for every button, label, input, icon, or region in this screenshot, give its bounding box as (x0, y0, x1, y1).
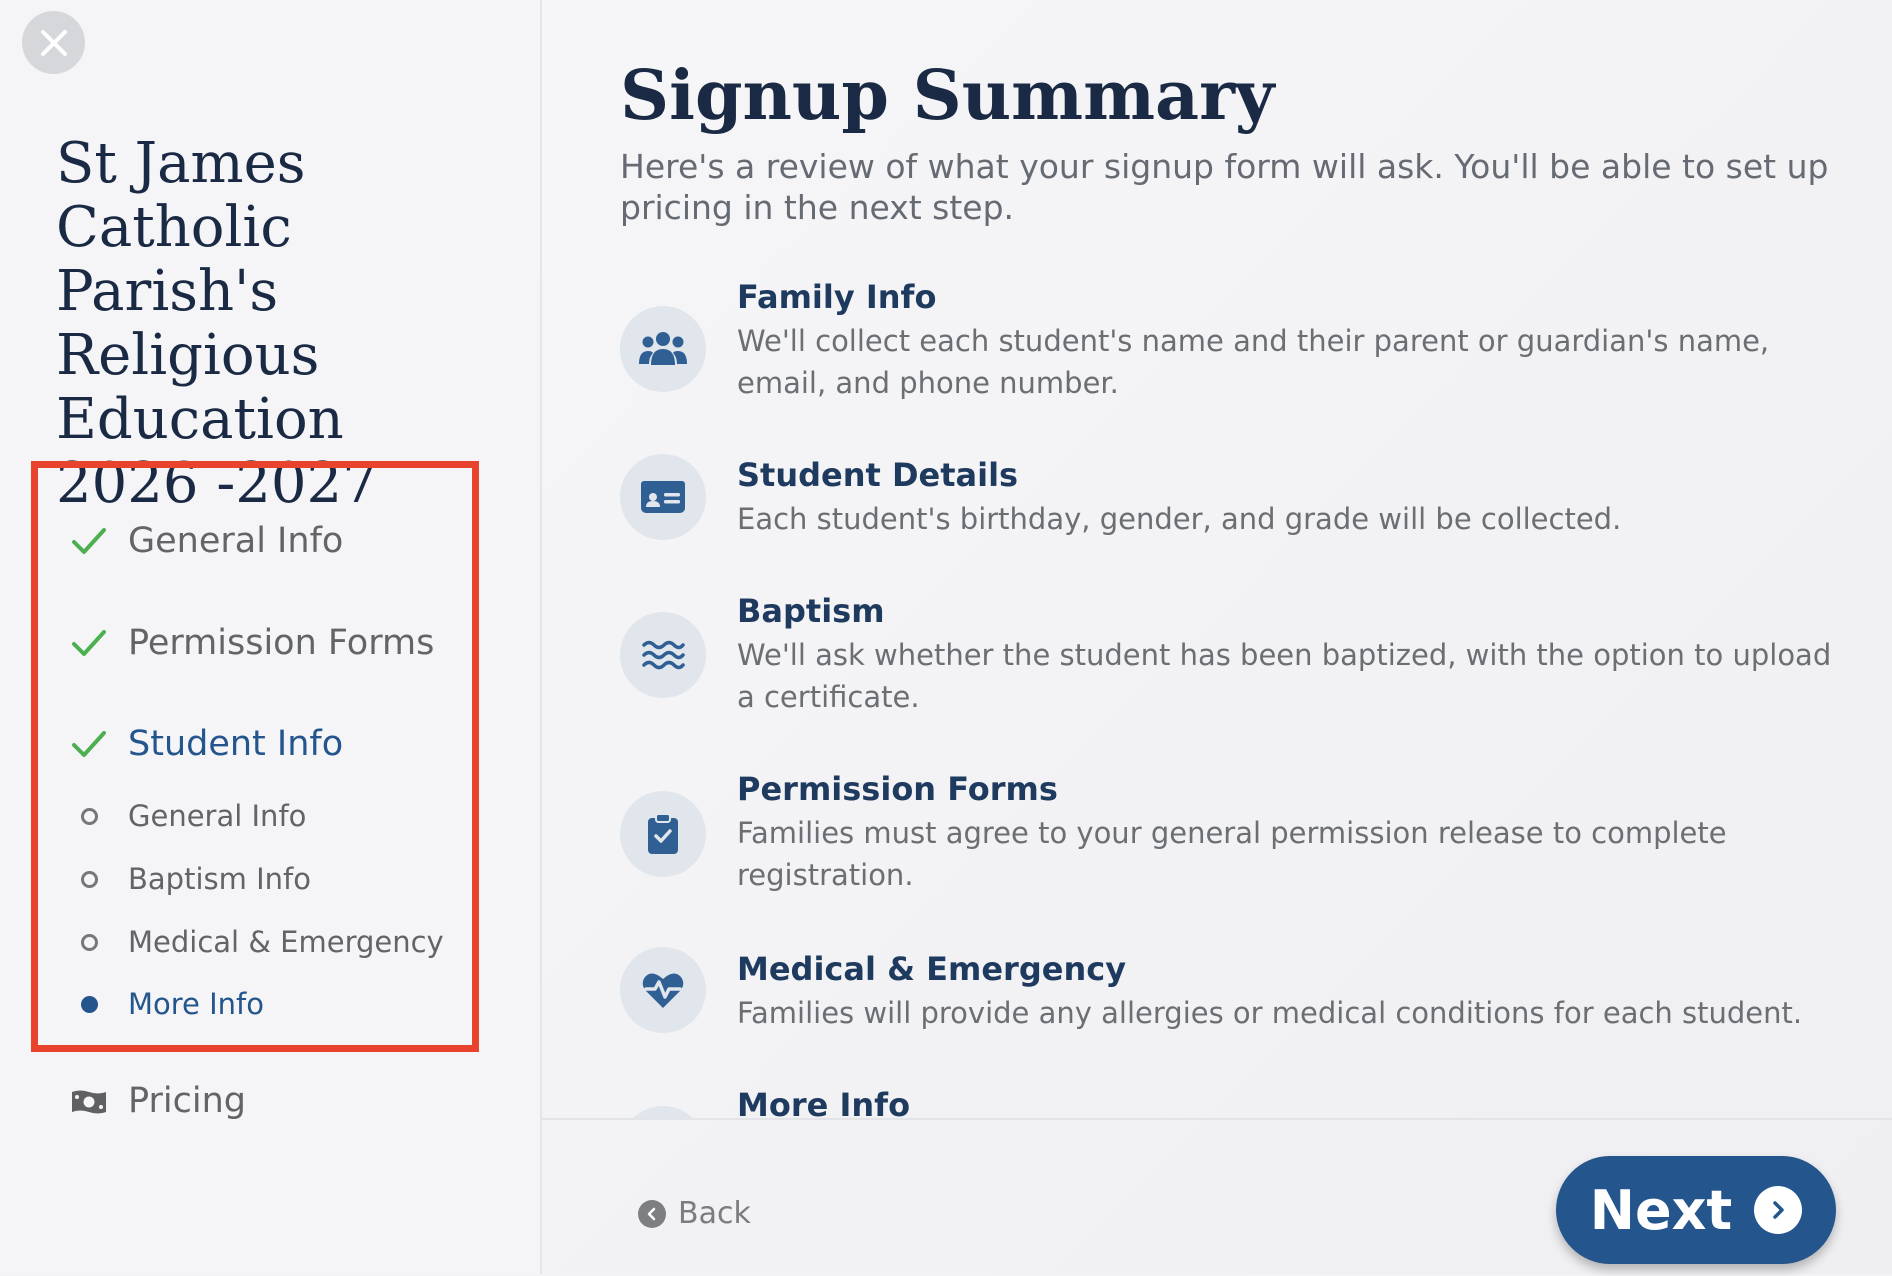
footer (542, 1118, 1892, 1276)
info-icon (620, 1106, 706, 1118)
step-label: Permission Forms (128, 623, 435, 663)
id-card-icon (620, 454, 706, 540)
next-button[interactable] (1556, 1156, 1836, 1264)
substep-baptism-info[interactable] (128, 862, 311, 896)
circle-outline-icon (68, 934, 110, 951)
summary-item-description: We'll ask whether the student has been baptized, with the option to upload a certificate. (737, 638, 1832, 714)
users-icon (620, 306, 706, 392)
money-icon (68, 1087, 110, 1115)
summary-item-title: More Info (737, 1086, 911, 1118)
step-pricing[interactable] (128, 1081, 246, 1121)
substep-medical-emergency[interactable] (128, 925, 444, 959)
page-subtitle: Here's a review of what your signup form will ask. You'll be able to set up pricing in the next step. (620, 147, 1829, 227)
check-icon (68, 729, 110, 759)
circle-filled-icon (68, 996, 110, 1013)
substep-label: Medical & Emergency (128, 925, 444, 959)
water-icon (620, 612, 706, 698)
back-button[interactable] (638, 1196, 751, 1231)
chevron-left-icon (638, 1200, 666, 1228)
substep-label: General Info (128, 799, 307, 833)
summary-item-title: Baptism (737, 592, 885, 630)
circle-outline-icon (68, 808, 110, 825)
clipboard-check-icon (620, 791, 706, 877)
page-title: Signup Summary (620, 56, 1275, 136)
step-label: General Info (128, 521, 344, 561)
chevron-right-icon (1754, 1186, 1802, 1234)
step-general-info[interactable] (128, 521, 343, 561)
substep-more-info[interactable] (128, 987, 264, 1021)
substep-label: Baptism Info (128, 862, 311, 896)
summary-item-title: Medical & Emergency (737, 950, 1127, 988)
heart-pulse-icon (620, 947, 706, 1033)
close-icon (39, 28, 69, 58)
summary-item-description: Families will provide any allergies or medical conditions for each student. (737, 996, 1803, 1030)
close-button[interactable] (22, 11, 85, 74)
sidebar (0, 0, 542, 1274)
summary-item-title: Permission Forms (737, 770, 1058, 808)
summary-item-title: Student Details (737, 456, 1019, 494)
summary-list[interactable] (542, 270, 1892, 1118)
main-panel (542, 0, 1892, 1274)
next-label: Next (1589, 1178, 1733, 1242)
substep-label: More Info (128, 987, 264, 1021)
summary-item-description: Families must agree to your general permission release to complete registration. (737, 816, 1727, 892)
summary-item-description: We'll collect each student's name and their parent or guardian's name, email, and phone number. (737, 324, 1770, 400)
substep-general-info[interactable] (128, 799, 306, 833)
step-student-info[interactable] (128, 724, 343, 764)
summary-item-description: Each student's birthday, gender, and grade will be collected. (737, 502, 1622, 536)
summary-item-title: Family Info (737, 278, 937, 316)
step-label: Pricing (128, 1081, 246, 1121)
step-label: Student Info (128, 724, 344, 764)
check-icon (68, 628, 110, 658)
program-title: St James Catholic Parish's Religious Education 2026 -2027 (56, 131, 378, 516)
back-label: Back (678, 1196, 751, 1231)
step-permission-forms[interactable] (128, 623, 434, 663)
check-icon (68, 526, 110, 556)
circle-outline-icon (68, 871, 110, 888)
